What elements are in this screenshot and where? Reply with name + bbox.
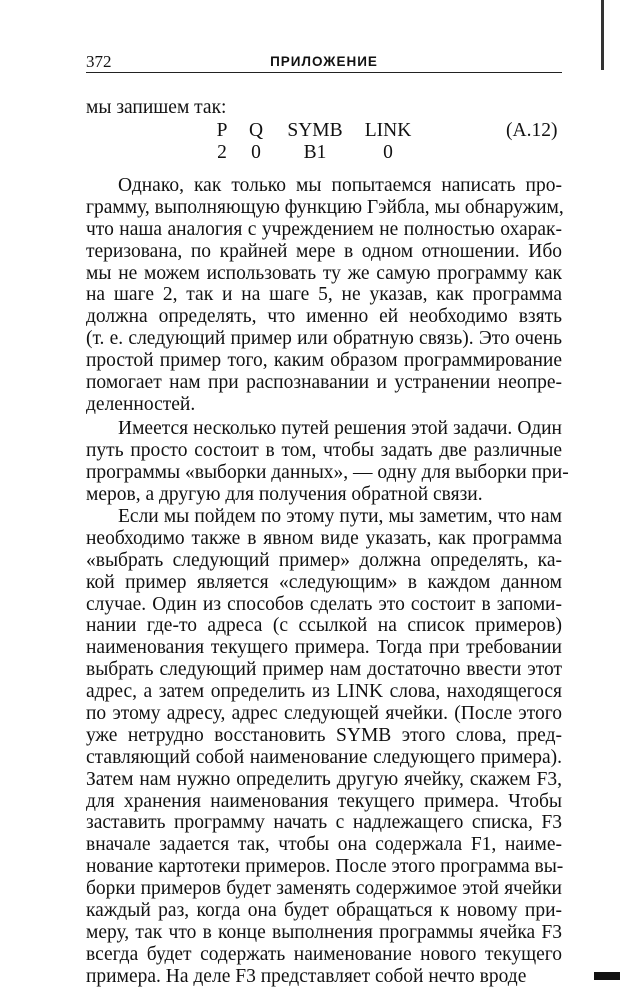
running-head: ПРИЛОЖЕНИЕ [270,54,378,69]
text-line: теризована, по крайней мере в одном отношении. Ибо [86,240,562,262]
text-line: для хранения наименования текущего примера. Чтобы [86,790,562,812]
formula-cell: 0 [383,142,393,163]
text-line: нование картотеки примеров. После этого программа вы- [86,856,564,878]
text-line: простой пример того, каким образом программирование [86,350,562,372]
text-line: борки примеров будет заменять содержимое этой ячейки [86,878,562,900]
text-line: мы не можем использовать ту же самую программу как [86,262,562,284]
text-line: по этому адресу, адрес следующей ячейки. (После этого [86,703,562,725]
paragraph-3 [86,506,562,988]
text-line: путь просто состоит в том, чтобы задать две различные [86,439,562,461]
text-line: заставить программу начать с надлежащего списка, F3 [86,812,562,834]
text-line: примера. На деле F3 представляет собой нечто вроде [86,965,527,987]
text-line: программы «выборки данных», — одну для выборки при- [86,461,569,483]
scan-edge-mark [601,0,604,70]
paragraph-1 [86,175,562,416]
text-line: меру, так что в конце выполнения программы ячейка F3 [86,921,562,943]
formula-cell: 0 [251,142,261,163]
text-line: меров, а другую для получения обратной связи. [86,483,483,505]
formula-cell: Q [248,120,264,141]
text-line: нании где-то адреса (с ссылкой на список примеров) [86,615,562,637]
text-line: каждый раз, когда она будет обращаться к новому при- [86,900,562,922]
text-line: уже нетрудно восстановить SYMB этого слова, пред- [86,724,562,746]
intro-line: мы запишем так: [86,97,227,118]
formula-cell: LINK [364,120,412,141]
text-line: случае. Один из способов сделать это состоит в запоми- [86,593,562,615]
text-line: Если мы пойдем по этому пути, мы заметим, что нам [118,506,562,527]
text-line: что наша аналогия с учреждением не полностью охарак- [86,218,562,240]
text-line: на шаге 2, так и на шаге 5, не указав, как программа [86,284,562,306]
text-line: Имеется несколько путей решения этой задачи. Один [118,418,562,439]
text-line: деленностей. [86,393,196,415]
text-line: необходимо также в явном виде указать, как программа [86,527,562,549]
text-line: Однако, как только мы попытаемся написать про- [118,175,562,196]
formula-cell: 2 [217,142,227,163]
text-line: Затем нам нужно определить другую ячейку, скажем F3, [86,768,562,790]
text-line: (т. е. следующий пример или обратную связь). Это очень [86,328,562,350]
text-line: ставляющий собой наименование следующего примера). [86,746,562,768]
equation-number: (A.12) [506,120,558,141]
formula-cell: P [216,120,228,141]
text-line: «выбрать следующий пример» должна определять, ка- [86,549,562,571]
formula-cell: B1 [303,142,327,163]
text-line: всегда будет содержать наименование нового текущего [86,943,562,965]
formula-cell: SYMB [287,120,343,141]
text-line: грамму, выполняющую функцию Гэйбла, мы обнаружим, [86,196,564,218]
text-line: вначале задается так, чтобы она содержала F1, наиме- [86,834,562,856]
text-line: кой пример является «следующим» в каждом данном [86,571,562,593]
text-line: должна определять, что именно ей необходимо взять [86,306,562,328]
text-line: наименования текущего примера. Тогда при требовании [86,637,562,659]
text-line: выбрать следующий пример нам достаточно ввести этот [86,659,562,681]
scan-corner-mark [594,972,620,980]
text-line: помогает нам при распознавании и устранении неопре- [86,372,562,394]
page-number: 372 [86,52,112,71]
paragraph-2 [86,418,569,506]
text-line: адрес, а затем определить из LINK слова, находящегося [86,681,562,703]
page-header [86,50,562,73]
